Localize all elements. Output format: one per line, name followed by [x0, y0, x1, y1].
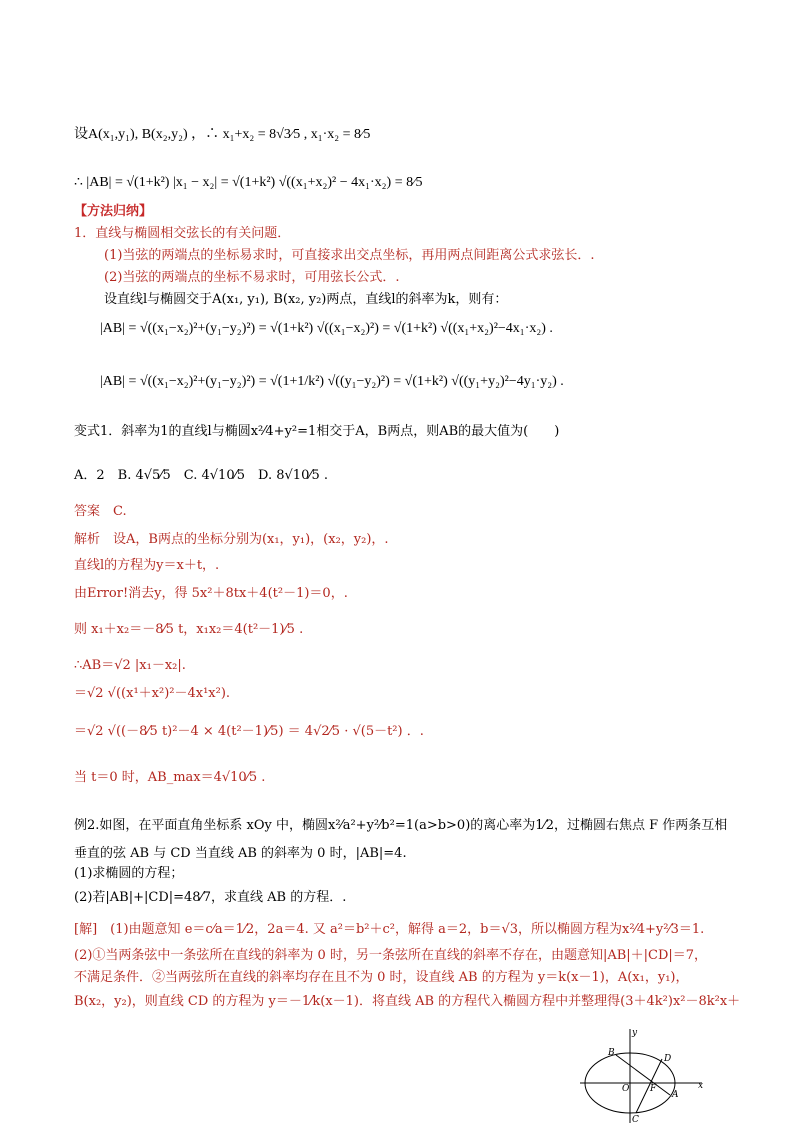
line-07: 设直线l与椭圆交于A(x₁, y₁), B(x₂, y₂)两点，直线l的斜率为k，则有： [104, 292, 508, 307]
line-14: 直线l的方程为y＝x＋t，. [74, 558, 220, 573]
line-23: (1)求椭圆的方程； [74, 866, 184, 881]
line-01: 设A(x₁,y₁), B(x₂,y₂) ，∴ x₁+x₂ = 8√3⁄5 , x₁·x₂ = 8⁄5 [74, 127, 371, 142]
label-x: x [698, 1081, 704, 1091]
line-22: 垂直的弦 AB 与 CD 当直线 AB 的斜率为 0 时，|AB|=4. [74, 846, 407, 861]
line-08: |AB| = √((x₁−x₂)²+(y₁−y₂)²) = √(1+k²) √((x₁−x₂)²) = √(1+k²) √((x₁+x₂)²−4x₁·x₂) . [100, 321, 553, 336]
label-a: A [672, 1090, 679, 1100]
label-b: B [608, 1048, 615, 1058]
line-24: (2)若|AB|+|CD|=48⁄7，求直线 AB 的方程．. [74, 890, 347, 905]
answer: 答案 C. [74, 504, 127, 519]
line-18: ＝√2 √((x¹＋x²)²－4x¹x²). [74, 686, 231, 701]
line-20: 当 t＝0 时，AB_max＝4√10⁄5 . [74, 770, 266, 785]
label-c: C [632, 1115, 639, 1123]
line-19: ＝√2 √((－8⁄5 t)²－4 × 4(t²－1)⁄5) ＝ 4√2⁄5 · √(5－t²) ．. [74, 724, 424, 739]
line-13: 解析 设A，B两点的坐标分别为(x₁，y₁)，(x₂，y₂)，. [74, 532, 389, 547]
method-summary-heading: 【方法归纳】 [74, 204, 153, 219]
line-17: ∴AB＝√2 |x₁－x₂|. [74, 658, 186, 673]
line-06: (2)当弦的两端点的坐标不易求时，可用弦长公式．. [104, 270, 400, 285]
label-d: D [664, 1054, 672, 1064]
variant-1-question: 变式1．斜率为1的直线l与椭圆x²⁄4+y²=1相交于A，B两点，则AB的最大值为( ) [74, 424, 560, 439]
example-2-question: 例2.如图，在平面直角坐标系 xOy 中，椭圆x²⁄a²+y²⁄b²=1(a>b>0)的离心率为1⁄2，过椭圆右焦点 F 作两条互相 [74, 818, 728, 833]
line-15: 由Error!消去y，得 5x²＋8tx＋4(t²－1)＝0，. [74, 586, 348, 601]
label-y: y [632, 1028, 638, 1038]
variant-1-options: A．2 B. 4√5⁄5 C. 4√10⁄5 D. 8√10⁄5 . [74, 468, 329, 483]
line-27: 不满足条件．②当两弦所在直线的斜率均存在且不为 0 时，设直线 AB 的方程为 y＝k(x－1)，A(x₁，y₁)， [74, 970, 689, 985]
line-05: (1)当弦的两端点的坐标易求时，可直接求出交点坐标，再用两点间距离公式求弦长．. [104, 248, 595, 263]
solution-part-1: [解] (1)由题意知 e＝c⁄a＝1⁄2，2a＝4. 又 a²＝b²＋c²，解得 a＝2，b＝√3，所以椭圆方程为x²⁄4+y²⁄3＝1. [74, 922, 705, 937]
line-16: 则 x₁＋x₂＝－8⁄5 t，x₁x₂＝4(t²－1)⁄5 . [74, 622, 304, 637]
line-26: (2)①当两条弦中一条弦所在直线的斜率为 0 时，另一条弦所在直线的斜率不存在，由题意知|AB|＋|CD|＝7， [74, 948, 708, 963]
line-04: 1．直线与椭圆相交弦长的有关问题． [74, 226, 291, 241]
line-09: |AB| = √((x₁−x₂)²+(y₁−y₂)²) = √(1+1/k²) √((y₁−y₂)²) = √(1+k²) √((y₁+y₂)²−4y₁·y₂) . [100, 374, 564, 389]
ellipse-figure [580, 1025, 710, 1123]
line-02: ∴ |AB| = √(1+k²) |x₁ − x₂| = √(1+k²) √((x₁+x₂)² − 4x₁·x₂) = 8⁄5 [74, 175, 423, 190]
line-28: B(x₂，y₂)，则直线 CD 的方程为 y＝－1⁄k(x－1)．将直线 AB 的方程代入椭圆方程中并整理得(3＋4k²)x²－8k²x＋ [74, 994, 741, 1009]
label-f: F [650, 1084, 657, 1094]
label-o: O [622, 1084, 630, 1094]
